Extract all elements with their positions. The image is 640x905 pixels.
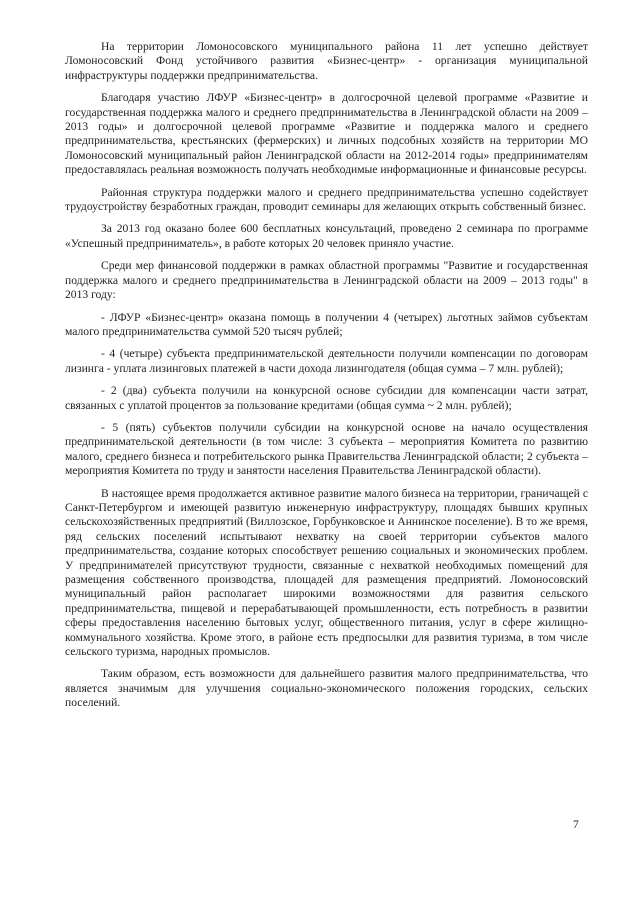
paragraph-programs: Благодаря участию ЛФУР «Бизнес-центр» в долгосрочной целевой программе «Развитие и государственная поддержка малого и среднего предпринимательства в Ленинградской области на 2009 – 2013 годы» и долгосрочной целевой программе «Развитие и поддержка малого и среднего предпринимательства, крестьянских (фермерских) и личных подсобных хозяйств на территории МО Ломоносовский муниципальный район Ленинградской области на 2012-2014 годы» предпринимателям предоставлялась реальная возможность получать необходимые информационные и финансовые ресурсы.	[65, 91, 588, 177]
paragraph-consultations: За 2013 год оказано более 600 бесплатных консультаций, проведено 2 семинара по программе «Успешный предприниматель», в работе которых 20 человек приняло участие.	[65, 222, 588, 250]
list-item-loans: - ЛФУР «Бизнес-центр» оказана помощь в получении 4 (четырех) льготных займов субъектам малого предпринимательства суммой 520 тысяч рублей;	[65, 310, 588, 338]
paragraph-conclusion: Таким образом, есть возможности для дальнейшего развития малого предпринимательства, что является значимым для улучшения социально-экономического положения городских, сельских поселений.	[65, 667, 588, 710]
paragraph-support-structure: Районная структура поддержки малого и среднего предпринимательства успешно содействует трудоустройству безработных граждан, проводит семинары для желающих открыть собственный бизнес.	[65, 185, 588, 214]
list-item-subsidies-startup: - 5 (пять) субъектов получили субсидии на конкурсной основе на начало осуществления предпринимательской деятельности (в том числе: 3 субъекта – мероприятия Комитета по развитию малого, среднего бизнеса и потребительского рынка Правительства Ленинградской области; 2 субъекта – мероприятия Комитета по труду и занятости населения Правительства Ленинградской области).	[65, 420, 588, 478]
paragraph-development: В настоящее время продолжается активное развитие малого бизнеса на территории, граничащей с Санкт-Петербургом и имеющей развитую инженерную инфраструктуру, площадях бывших крупных сельскохозяйственных предприятий (Виллозское, Горбунковское и Аннинское поселение). В то же время, ряд сельских поселений испытывают нехватку на своей территории субъектов малого предпринимательства, создание которых способствует решению социальных и экономических проблем. У предпринимателей присутствуют трудности, связанные с нехваткой необходимых помещений для размещения собственного производства, площадей для размещения предприятий. Ломоносовский муниципальный район располагает широкими возможностями для развития сельского предпринимательства, пищевой и перерабатывающей промышленности, есть потребность в развитии сферы предоставления населению бытовых услуг, общественного питания, услуг в сфере жилищно-коммунального хозяйства. Кроме этого, в районе есть предпосылки для развития туризма, в том числе сельского туризма, народных промыслов.	[65, 486, 588, 659]
page-number: 7	[573, 818, 579, 831]
paragraph-intro: На территории Ломоносовского муниципального района 11 лет успешно действует Ломоносовский Фонд устойчивого развития «Бизнес-центр» - организация муниципальной инфраструктуры поддержки предпринимательства.	[65, 40, 588, 82]
document-body	[65, 40, 588, 719]
list-item-leasing: - 4 (четыре) субъекта предпринимательской деятельности получили компенсации по договорам лизинга - уплата лизинговых платежей в части дохода лизингодателя (общая сумма – 7 млн. рублей);	[65, 347, 588, 375]
list-item-subsidies-interest: - 2 (два) субъекта получили на конкурсной основе субсидии для компенсации части затрат, связанных с уплатой процентов за пользование кредитами (общая сумма ~ 2 млн. рублей);	[65, 384, 588, 412]
paragraph-financial-support: Среди мер финансовой поддержки в рамках областной программы "Развитие и государственная поддержка малого и среднего предпринимательства в Ленинградской области на 2009 – 2013 годы" в 2013 году:	[65, 259, 588, 302]
